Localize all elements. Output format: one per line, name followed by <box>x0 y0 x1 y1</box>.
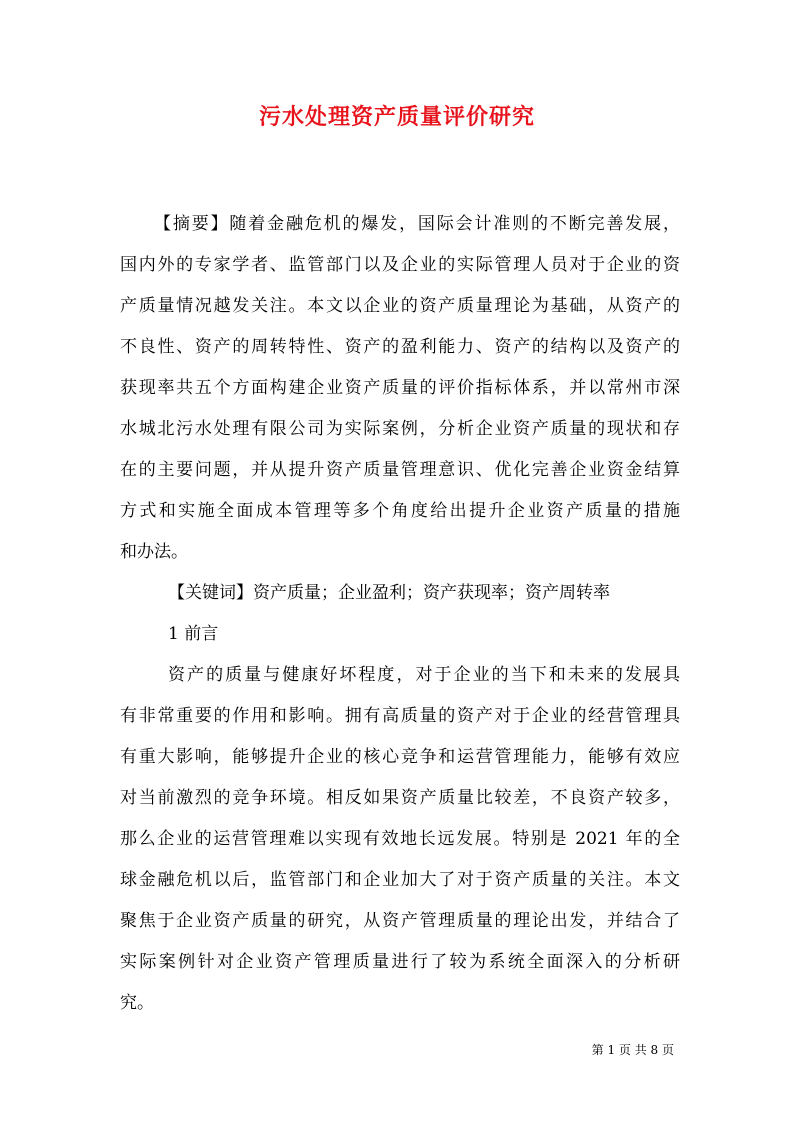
keywords-line: 【关键词】资产质量；企业盈利；资产获现率；资产周转率 <box>168 583 610 603</box>
abstract-line: 【摘要】随着金融危机的爆发，国际会计准则的不断完善发展， <box>154 214 680 234</box>
intro-line: 球金融危机以后，监管部门和企业加大了对于资产质量的关注。本文 <box>120 870 680 890</box>
section-heading: 1 前言 <box>168 624 219 644</box>
document-title: 污水处理资产质量评价研究 <box>258 104 535 130</box>
abstract-line: 不良性、资产的周转特性、资产的盈利能力、资产的结构以及资产的 <box>120 337 680 357</box>
abstract-line: 产质量情况越发关注。本文以企业的资产质量理论为基础，从资产的 <box>120 296 680 316</box>
abstract-line: 和办法。 <box>120 542 188 562</box>
intro-line: 实际案例针对企业资产管理质量进行了较为系统全面深入的分析研 <box>120 952 680 972</box>
intro-line: 对当前激烈的竞争环境。相反如果资产质量比较差，不良资产较多， <box>120 788 680 808</box>
abstract-line: 水城北污水处理有限公司为实际案例，分析企业资产质量的现状和存 <box>120 419 680 439</box>
abstract-line: 在的主要问题，并从提升资产质量管理意识、优化完善企业资金结算 <box>120 460 680 480</box>
abstract-line: 方式和实施全面成本管理等多个角度给出提升企业资产质量的措施 <box>120 501 680 521</box>
intro-line: 有非常重要的作用和影响。拥有高质量的资产对于企业的经营管理具 <box>120 706 680 726</box>
intro-line: 那么企业的运营管理难以实现有效地长远发展。特别是 2021 年的全 <box>120 829 680 849</box>
abstract-line: 国内外的专家学者、监管部门以及企业的实际管理人员对于企业的资 <box>120 255 680 275</box>
page-footer: 第 1 页 共 8 页 <box>591 1043 674 1057</box>
intro-line: 究。 <box>120 993 154 1013</box>
abstract-line: 获现率共五个方面构建企业资产质量的评价指标体系，并以常州市深 <box>120 378 680 398</box>
intro-line: 资产的质量与健康好坏程度，对于企业的当下和未来的发展具 <box>168 665 680 685</box>
intro-line: 聚焦于企业资产质量的研究，从资产管理质量的理论出发，并结合了 <box>120 911 680 931</box>
document-body <box>120 204 680 1024</box>
intro-line: 有重大影响，能够提升企业的核心竞争和运营管理能力，能够有效应 <box>120 747 680 767</box>
